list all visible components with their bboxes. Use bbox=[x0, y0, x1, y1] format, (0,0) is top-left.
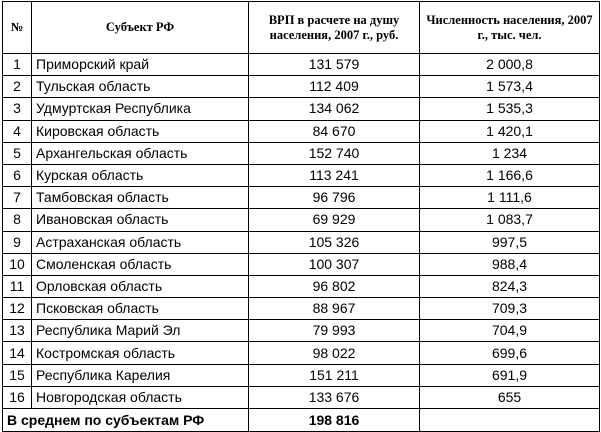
row-grp: 152 740 bbox=[249, 142, 420, 164]
total-population bbox=[420, 409, 600, 432]
total-row bbox=[3, 409, 600, 432]
row-grp: 112 409 bbox=[249, 76, 420, 98]
table-row bbox=[3, 275, 600, 297]
row-grp: 131 579 bbox=[249, 54, 420, 76]
table-row bbox=[3, 76, 600, 98]
table-row bbox=[3, 187, 600, 209]
row-grp: 84 670 bbox=[249, 120, 420, 142]
table-row bbox=[3, 364, 600, 386]
table-row bbox=[3, 164, 600, 186]
total-label: В среднем по субъектам РФ bbox=[3, 409, 249, 432]
row-population: 1 420,1 bbox=[420, 120, 600, 142]
row-subject: Смоленская область bbox=[32, 253, 249, 275]
table-row bbox=[3, 54, 600, 76]
row-grp: 98 022 bbox=[249, 342, 420, 364]
row-subject: Удмуртская Республика bbox=[32, 98, 249, 120]
row-population: 704,9 bbox=[420, 320, 600, 342]
table-row bbox=[3, 253, 600, 275]
header-grp: ВРП в расчете на душу населения, 2007 г., руб. bbox=[249, 2, 420, 54]
header-row bbox=[3, 2, 600, 54]
row-grp: 105 326 bbox=[249, 231, 420, 253]
table-row bbox=[3, 342, 600, 364]
table-row bbox=[3, 142, 600, 164]
row-subject: Архангельская область bbox=[32, 142, 249, 164]
header-population: Численность населения, 2007 г., тыс. чел. bbox=[420, 2, 600, 54]
row-population: 1 111,6 bbox=[420, 187, 600, 209]
row-population: 1 083,7 bbox=[420, 209, 600, 231]
row-grp: 100 307 bbox=[249, 253, 420, 275]
row-population: 988,4 bbox=[420, 253, 600, 275]
row-num: 2 bbox=[3, 76, 32, 98]
row-subject: Республика Карелия bbox=[32, 364, 249, 386]
row-grp: 134 062 bbox=[249, 98, 420, 120]
row-num: 4 bbox=[3, 120, 32, 142]
row-subject: Кировская область bbox=[32, 120, 249, 142]
row-population: 1 573,4 bbox=[420, 76, 600, 98]
row-num: 9 bbox=[3, 231, 32, 253]
total-grp: 198 816 bbox=[249, 409, 420, 432]
row-subject: Приморский край bbox=[32, 54, 249, 76]
row-population: 699,6 bbox=[420, 342, 600, 364]
row-num: 14 bbox=[3, 342, 32, 364]
row-subject: Тульская область bbox=[32, 76, 249, 98]
row-num: 15 bbox=[3, 364, 32, 386]
row-subject: Астраханская область bbox=[32, 231, 249, 253]
row-grp: 113 241 bbox=[249, 164, 420, 186]
row-grp: 151 211 bbox=[249, 364, 420, 386]
row-num: 13 bbox=[3, 320, 32, 342]
row-population: 2 000,8 bbox=[420, 54, 600, 76]
row-num: 8 bbox=[3, 209, 32, 231]
row-grp: 133 676 bbox=[249, 386, 420, 408]
row-subject: Ивановская область bbox=[32, 209, 249, 231]
row-grp: 88 967 bbox=[249, 298, 420, 320]
table-body bbox=[3, 54, 600, 432]
row-num: 10 bbox=[3, 253, 32, 275]
row-subject: Костромская область bbox=[32, 342, 249, 364]
row-subject: Курская область bbox=[32, 164, 249, 186]
row-subject: Орловская область bbox=[32, 275, 249, 297]
row-grp: 96 802 bbox=[249, 275, 420, 297]
row-population: 691,9 bbox=[420, 364, 600, 386]
row-population: 997,5 bbox=[420, 231, 600, 253]
row-num: 7 bbox=[3, 187, 32, 209]
row-num: 12 bbox=[3, 298, 32, 320]
row-subject: Республика Марий Эл bbox=[32, 320, 249, 342]
row-num: 6 bbox=[3, 164, 32, 186]
row-population: 655 bbox=[420, 386, 600, 408]
row-grp: 69 929 bbox=[249, 209, 420, 231]
row-num: 3 bbox=[3, 98, 32, 120]
row-num: 1 bbox=[3, 54, 32, 76]
table-row bbox=[3, 98, 600, 120]
row-population: 709,3 bbox=[420, 298, 600, 320]
row-num: 5 bbox=[3, 142, 32, 164]
row-subject: Псковская область bbox=[32, 298, 249, 320]
row-population: 824,3 bbox=[420, 275, 600, 297]
row-population: 1 535,3 bbox=[420, 98, 600, 120]
table-row bbox=[3, 320, 600, 342]
row-subject: Тамбовская область bbox=[32, 187, 249, 209]
table-row bbox=[3, 386, 600, 408]
row-num: 11 bbox=[3, 275, 32, 297]
header-subject: Субъект РФ bbox=[32, 2, 249, 54]
table-row bbox=[3, 231, 600, 253]
row-population: 1 166,6 bbox=[420, 164, 600, 186]
row-grp: 79 993 bbox=[249, 320, 420, 342]
regions-table bbox=[2, 1, 600, 432]
row-grp: 96 796 bbox=[249, 187, 420, 209]
table-row bbox=[3, 120, 600, 142]
table-row bbox=[3, 298, 600, 320]
row-population: 1 234 bbox=[420, 142, 600, 164]
header-num: № bbox=[3, 2, 32, 54]
row-num: 16 bbox=[3, 386, 32, 408]
table-row bbox=[3, 209, 600, 231]
row-subject: Новгородская область bbox=[32, 386, 249, 408]
